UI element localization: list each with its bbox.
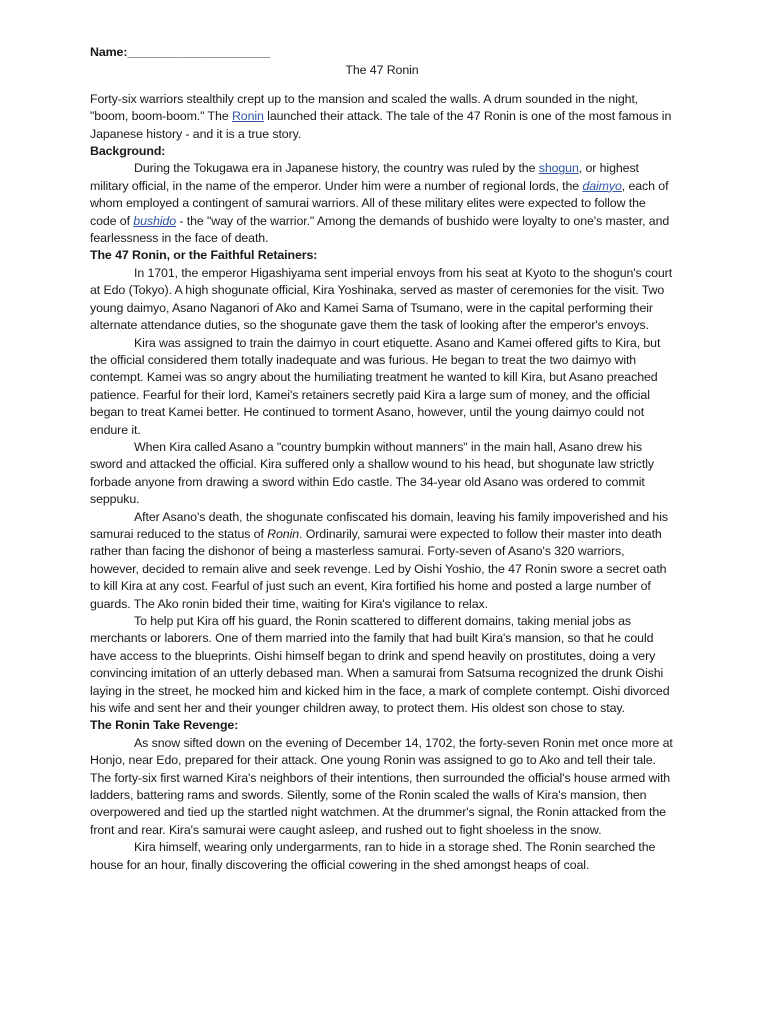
background-heading: Background: <box>90 144 166 159</box>
retainers-p4-text-1: After Asano's death, the shogunate confiscated his domain, leaving his family impoverished and his samurai reduced to the status of <box>90 509 668 541</box>
page-title: The 47 Ronin <box>345 63 419 78</box>
background-text-2: , or highest military official, in the name of the emperor. Under him were a number of regional lords, the <box>90 161 639 193</box>
document-page <box>90 44 674 874</box>
retainers-p4-text-2: . Ordinarily, samurai were expected to follow their master into death rather than facing the dishonor of being a masterless samurai. Forty-seven of Asano's 320 warriors, however, decided to remain alive and seek revenge. Led by Oishi Yoshio, the 47 Ronin swore a secret oath to kill Kira at any cost. Fearful of just such an event, Kira fortified his home and posted a large number of guards. The Ako ronin bided their time, waiting for Kira's vigilance to relax. <box>90 526 667 611</box>
daimyo-link[interactable]: daimyo <box>582 178 622 193</box>
revenge-paragraph-2: Kira himself, wearing only undergarments, ran to hide in a storage shed. The Ronin searched the house for an hour, finally discovering the official cowering in the shed amongst heaps of coal. <box>90 840 656 872</box>
intro-text-2: launched their attack. The tale of the 47 Ronin is one of the most famous in Japanese history - and it is a true story. <box>90 109 672 141</box>
retainers-paragraph-4 <box>90 509 674 613</box>
name-field-line: Name:_____________________ <box>90 45 270 59</box>
background-paragraph <box>90 160 674 247</box>
retainers-paragraph-1: In 1701, the emperor Higashiyama sent imperial envoys from his seat at Kyoto to the shogun's court at Edo (Tokyo). A high shogunate official, Kira Yoshinaka, served as master of ceremonies for the visit. Two young daimyo, Asano Naganori of Ako and Kamei Sama of Tsumano, were in the capital performing their alternate attendance duties, so the shogunate gave them the task of looking after the emperor's envoys. <box>90 265 673 333</box>
ronin-link[interactable]: Ronin <box>231 109 264 124</box>
revenge-paragraph-1: As snow sifted down on the evening of December 14, 1702, the forty-seven Ronin met once more at Honjo, near Edo, prepared for their attack. One young Ronin was assigned to go to Ako and tell their tale. The forty-six first warned Kira's neighbors of their intentions, then surrounded the official's house armed with ladders, battering rams and swords. Silently, some of the Ronin scaled the walls of Kira's mansion, then overpowered and tied up the startled night watchmen. At the drummer's signal, the Ronin attacked from the front and rear. Kira's samurai were caught asleep, and rushed out to fight shoeless in the snow. <box>90 735 673 837</box>
background-text-4: - the "way of the warrior." Among the demands of bushido were loyalty to one's master, and fearlessness in the face of death. <box>90 213 670 246</box>
intro-paragraph <box>90 91 674 143</box>
revenge-heading: The Ronin Take Revenge: <box>90 718 239 733</box>
shogun-link[interactable]: shogun <box>538 161 579 176</box>
retainers-paragraph-2: Kira was assigned to train the daimyo in court etiquette. Asano and Kamei offered gifts to Kira, but the official considered them totally inadequate and was furious. He began to treat the two daimyo with contempt. Kamei was so angry about the humiliating treatment he wanted to kill Kira, but Asano preached patience. Fearful for their lord, Kamei's retainers secretly paid Kira a large sum of money, and the official began to treat Kamei better. He continued to torment Asano, however, until the young daimyo could not endure it. <box>90 335 661 437</box>
retainers-heading: The 47 Ronin, or the Faithful Retainers: <box>90 248 318 263</box>
background-text-3: , each of whom employed a contingent of samurai warriors. All of these military elites were expected to follow the code of <box>90 178 669 228</box>
retainers-paragraph-3: When Kira called Asano a "country bumpkin without manners" in the main hall, Asano drew his sword and attacked the official. Kira suffered only a shallow wound to his head, but shogunate law strictly forbade anyone from drawing a sword within Edo castle. The 34-year old Asano was ordered to commit seppuku. <box>90 439 654 507</box>
bushido-link[interactable]: bushido <box>133 213 177 228</box>
ronin-italic-term: Ronin <box>267 526 300 541</box>
background-text-1: During the Tokugawa era in Japanese history, the country was ruled by the <box>134 161 539 176</box>
retainers-paragraph-5: To help put Kira off his guard, the Ronin scattered to different domains, taking menial jobs as merchants or laborers. One of them married into the family that had built Kira's mansion, so that he could have access to the blueprints. Oishi himself began to drink and spend heavily on prostitutes, doing a very convincing imitation of an utterly debased man. When a samurai from Satsuma recognized the drunk Oishi laying in the street, he mocked him and kicked him in the face, a mark of complete contempt. Oishi divorced his wife and sent her and their younger children away, to protect them. His oldest son chose to stay. <box>90 614 670 716</box>
intro-text-1: Forty-six warriors stealthily crept up to the mansion and scaled the walls. A drum sounded in the night, "boom, boom-boom." The <box>90 91 639 124</box>
